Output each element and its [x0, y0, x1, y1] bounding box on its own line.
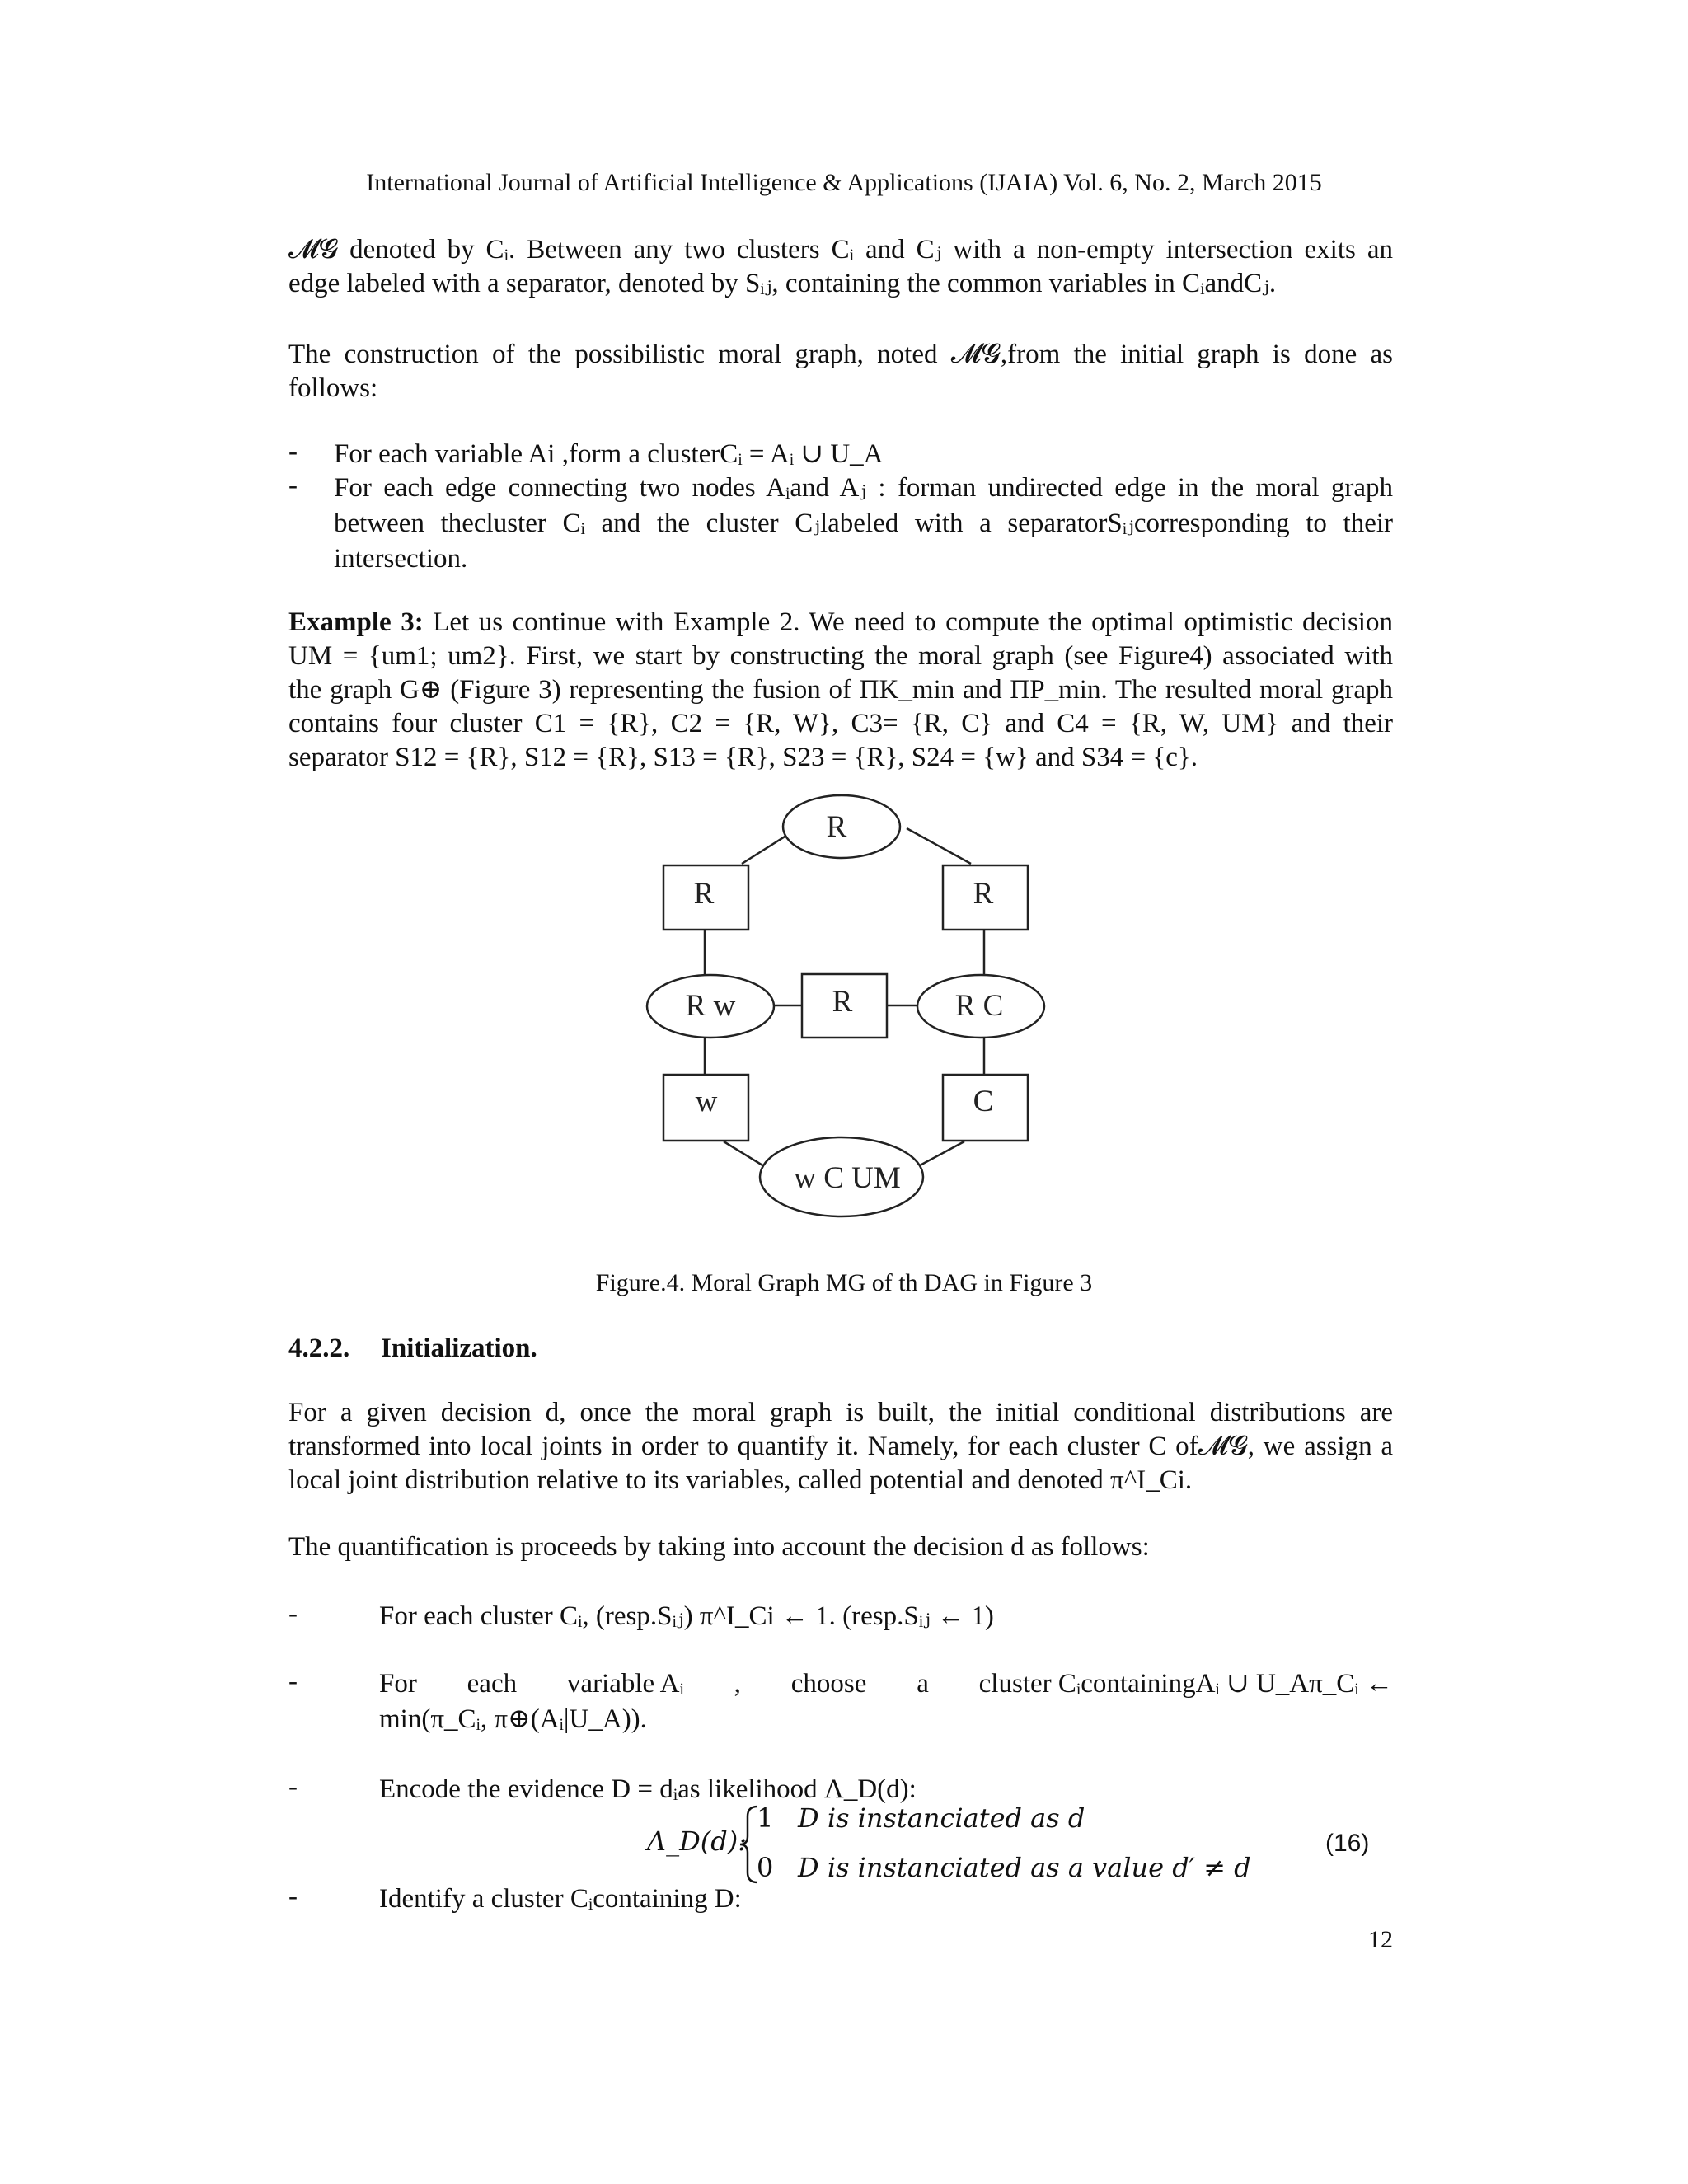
bullet-dash: - [288, 437, 298, 466]
paragraph-2-line-2: follows: [288, 373, 378, 403]
paragraph-1-line-2: edge labeled with a separator, denoted by Sᵢⱼ, containing the common variables in CᵢandCⱼ. [288, 269, 1277, 298]
bullet-b-2-word: variable Aᵢ [566, 1669, 684, 1699]
bullet-b-2-word: a [917, 1669, 929, 1699]
bullet-b-2 [379, 1666, 1393, 1737]
paragraph-2-line-1: The construction of the possibilistic moral graph, noted 𝓜𝓖,from the initial graph is done as [288, 340, 1393, 369]
equation-case-1-text: D is instanciated as d [798, 1802, 1085, 1834]
bullet-b-1: For each cluster Cᵢ, (resp.Sᵢⱼ) π^I_Ci ← 1. (resp.Sᵢⱼ ← 1) [379, 1601, 994, 1631]
bullet-dash: - [288, 1882, 298, 1911]
example-line-1-text: Let us continue with Example 2. We need to compute the optimal optimistic decision [423, 607, 1393, 637]
edge [907, 828, 971, 864]
example-line-2: UM = {um1; um2}. First, we start by constructing the moral graph (see Figure4) associated with [288, 641, 1393, 671]
figure-caption: Figure.4. Moral Graph MG of th DAG in Figure 3 [595, 1269, 1093, 1296]
node-label-center-box: R [832, 985, 853, 1019]
equation-case-1-value: 1 [757, 1802, 774, 1834]
bullet-b-2-word: cluster CᵢcontainingAᵢ ∪ U_Aπ_Cᵢ ← [978, 1669, 1393, 1699]
paragraph-4: The quantification is proceeds by taking into account the decision d as follows: [288, 1532, 1150, 1562]
equation-lhs: Λ_D(d): [647, 1825, 747, 1857]
section-title: Initialization. [381, 1333, 537, 1363]
paragraph-1-line-1: 𝓜𝓖 denoted by Cᵢ. Between any two clusters Cᵢ and Cⱼ with a non-empty intersection exits an [288, 235, 1393, 265]
bullet-b-2-word: each [467, 1669, 518, 1699]
bullet-a-2-line-1: For each edge connecting two nodes Aᵢand Aⱼ : forman undirected edge in the moral graph [334, 473, 1393, 503]
bullet-a-2-line-2: between thecluster Cᵢ and the cluster Cⱼlabeled with a separatorSᵢⱼcorresponding to their [334, 509, 1393, 538]
bullet-b-2-word: , [734, 1669, 741, 1699]
running-header: International Journal of Artificial Intelligence & Applications (IJAIA) Vol. 6, No. 2, March 2015 [366, 169, 1322, 196]
equation-case-0-text: D is instanciated as a value d′ ≠ d [798, 1852, 1251, 1883]
example-line-3: the graph G⊕ (Figure 3) representing the fusion of ΠK_min and ΠP_min. The resulted moral graph [288, 675, 1393, 705]
bullet-b-4: Identify a cluster Cᵢcontaining D: [379, 1884, 742, 1914]
bullet-dash: - [288, 1772, 298, 1802]
paragraph-3-line-1: For a given decision d, once the moral graph is built, the initial conditional distributions are [288, 1398, 1393, 1427]
node-label-bottom-right-box: C [973, 1085, 994, 1118]
paragraph-3 [288, 1396, 1393, 1497]
node-label-top: R [826, 810, 847, 844]
paragraph-3-line-2: transformed into local joints in order to quantify it. Namely, for each cluster C of𝓜𝓖, we assign a [288, 1432, 1393, 1461]
node-label-right-ellipse: R C [954, 989, 1004, 1023]
example-label: Example 3: [288, 607, 424, 637]
bullet-a-1: For each variable Ai ,form a clusterCᵢ = Aᵢ ∪ U_A [334, 439, 884, 469]
example-line-5: separator S12 = {R}, S12 = {R}, S13 = {R}, S23 = {R}, S24 = {w} and S34 = {c}. [288, 743, 1198, 772]
node-label-left-ellipse: R w [685, 989, 736, 1023]
page-number: 12 [1368, 1926, 1393, 1953]
equation-case-0-value: 0 [757, 1852, 774, 1883]
equation-number: (16) [1325, 1830, 1370, 1857]
bullet-dash: - [288, 1599, 298, 1629]
bullet-a-2-line-3: intersection. [334, 544, 468, 574]
section-number: 4.2.2. [288, 1333, 350, 1363]
node-label-bottom-ellipse: w C UM [794, 1161, 901, 1195]
example-line-4: contains four cluster C1 = {R}, C2 = {R, W}, C3= {R, C} and C4 = {R, W, UM} and their [288, 709, 1393, 738]
bullet-b-3: Encode the evidence D = dᵢas likelihood Λ_D(d): [379, 1774, 917, 1804]
node-label-left-box: R [693, 877, 715, 911]
bullet-b-2-line-1 [379, 1666, 1393, 1702]
node-label-right-box: R [973, 877, 994, 911]
bullet-b-2-line-2: min(π_Cᵢ, π⊕(Aᵢ|U_A)). [379, 1704, 647, 1734]
bullet-dash: - [288, 471, 298, 500]
bullet-b-2-word: For [379, 1669, 417, 1699]
section-heading [288, 1333, 537, 1364]
paragraph-3-line-3: local joint distribution relative to its variables, called potential and denoted π^I_Ci. [288, 1465, 1193, 1495]
node-label-bottom-left-box: w [695, 1085, 718, 1118]
bullet-dash: - [288, 1666, 298, 1696]
bullet-b-2-word: choose [790, 1669, 867, 1699]
